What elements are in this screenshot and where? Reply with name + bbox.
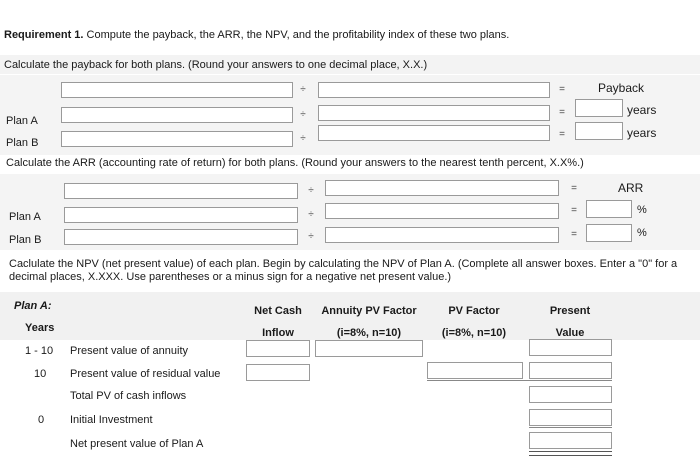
npv-plan-label: Plan A: bbox=[14, 300, 52, 312]
arr-plan-b-denominator-input[interactable] bbox=[325, 227, 559, 243]
npv-years-header: Years bbox=[25, 322, 55, 334]
npv-net-cash-header-line-1: Net Cash bbox=[254, 305, 302, 317]
npv-pv-factor-header-line-1: PV Factor bbox=[448, 305, 500, 317]
npv-row-1-present-value-input[interactable] bbox=[529, 339, 612, 356]
arr-plan-b-result-input[interactable] bbox=[586, 224, 632, 242]
npv-row-2-underline bbox=[427, 380, 612, 381]
npv-row-2-years: 10 bbox=[34, 368, 47, 380]
arr-plan-a-unit: % bbox=[637, 204, 647, 216]
npv-instruction-line-2: decimal places, X.XXX. Use parentheses or a minus sign for a negative net present value.) bbox=[9, 271, 452, 283]
arr-plan-b-divide-sign: ÷ bbox=[308, 231, 314, 242]
npv-row-1-years: 1 - 10 bbox=[25, 345, 54, 357]
npv-row-4-label: Initial Investment bbox=[70, 414, 153, 426]
arr-result-header: ARR bbox=[618, 181, 644, 195]
payback-header-divide-sign: ÷ bbox=[300, 84, 306, 95]
payback-header-denominator-input[interactable] bbox=[318, 82, 550, 98]
npv-net-cash-header-line-2: Inflow bbox=[262, 327, 294, 339]
payback-instruction: Calculate the payback for both plans. (Round your answers to one decimal place, X.X.) bbox=[4, 59, 428, 71]
npv-row-1-label: Present value of annuity bbox=[70, 345, 189, 357]
payback-plan-a-label: Plan A bbox=[6, 115, 38, 127]
payback-plan-a-numerator-input[interactable] bbox=[61, 107, 293, 123]
npv-present-value-header-line-1: Present bbox=[549, 305, 591, 317]
arr-plan-b-label: Plan B bbox=[9, 234, 42, 246]
payback-plan-b-label: Plan B bbox=[6, 137, 39, 149]
npv-total-double-underline bbox=[529, 451, 612, 456]
npv-present-value-header-line-2: Value bbox=[555, 327, 585, 339]
npv-row-4-present-value-input[interactable] bbox=[529, 409, 612, 426]
payback-plan-a-result-input[interactable] bbox=[575, 99, 623, 117]
npv-row-2-label: Present value of residual value bbox=[70, 368, 221, 380]
npv-row-3-label: Total PV of cash inflows bbox=[70, 390, 187, 402]
npv-present-value-header bbox=[530, 300, 610, 344]
payback-result-header: Payback bbox=[598, 81, 645, 95]
arr-plan-a-label: Plan A bbox=[9, 211, 41, 223]
npv-net-cash-header bbox=[246, 300, 310, 344]
payback-plan-b-denominator-input[interactable] bbox=[318, 125, 550, 141]
npv-instruction-line-1: Caclulate the NPV (net present value) of each plan. Begin by calculating the NPV of Plan A. (Complete all answer boxes. Enter a "0" for a bbox=[9, 258, 678, 270]
npv-annuity-header-line-2: (i=8%, n=10) bbox=[336, 327, 402, 339]
arr-plan-a-numerator-input[interactable] bbox=[64, 207, 298, 223]
npv-row-5-present-value-input[interactable] bbox=[529, 432, 612, 449]
npv-pv-factor-header bbox=[426, 300, 522, 344]
arr-header-numerator-input[interactable] bbox=[64, 183, 298, 199]
npv-annuity-header-line-1: Annuity PV Factor bbox=[321, 305, 417, 317]
npv-row-4-years: 0 bbox=[38, 414, 45, 426]
arr-header-denominator-input[interactable] bbox=[325, 180, 559, 196]
npv-row-5-label: Net present value of Plan A bbox=[70, 438, 204, 450]
requirement-label: Requirement 1. bbox=[4, 29, 84, 41]
arr-plan-a-result-input[interactable] bbox=[586, 200, 632, 218]
payback-header-equals-sign: = bbox=[559, 84, 565, 95]
arr-plan-a-equals-sign: = bbox=[571, 205, 577, 216]
payback-plan-a-divide-sign: ÷ bbox=[300, 109, 306, 120]
npv-pv-factor-header-line-2: (i=8%, n=10) bbox=[441, 327, 507, 339]
requirement-heading bbox=[4, 29, 509, 41]
arr-header-equals-sign: = bbox=[571, 183, 577, 194]
payback-plan-a-unit: years bbox=[627, 103, 657, 117]
arr-plan-b-unit: % bbox=[637, 227, 647, 239]
npv-row-2-pv-factor-input[interactable] bbox=[427, 362, 523, 379]
arr-header-divide-sign: ÷ bbox=[308, 185, 314, 196]
arr-instruction: Calculate the ARR (accounting rate of return) for both plans. (Round your answers to the nearest tenth percent, X.X%.) bbox=[6, 157, 584, 169]
npv-row-2-net-cash-input[interactable] bbox=[246, 364, 310, 381]
npv-row-1-net-cash-input[interactable] bbox=[246, 340, 310, 357]
payback-header-numerator-input[interactable] bbox=[61, 82, 293, 98]
npv-row-2-present-value-input[interactable] bbox=[529, 362, 612, 379]
npv-row-3-present-value-input[interactable] bbox=[529, 386, 612, 403]
arr-plan-a-divide-sign: ÷ bbox=[308, 209, 314, 220]
payback-plan-b-numerator-input[interactable] bbox=[61, 131, 293, 147]
payback-plan-a-denominator-input[interactable] bbox=[318, 105, 550, 121]
payback-plan-b-equals-sign: = bbox=[559, 129, 565, 140]
arr-plan-b-numerator-input[interactable] bbox=[64, 229, 298, 245]
arr-plan-a-denominator-input[interactable] bbox=[325, 203, 559, 219]
payback-plan-b-divide-sign: ÷ bbox=[300, 133, 306, 144]
npv-row-4-underline bbox=[529, 427, 612, 428]
payback-plan-b-result-input[interactable] bbox=[575, 122, 623, 140]
arr-plan-b-equals-sign: = bbox=[571, 229, 577, 240]
payback-plan-a-equals-sign: = bbox=[559, 107, 565, 118]
npv-row-1-annuity-factor-input[interactable] bbox=[315, 340, 423, 357]
requirement-text: Compute the payback, the ARR, the NPV, and the profitability index of these two plans. bbox=[86, 29, 510, 41]
payback-plan-b-unit: years bbox=[627, 126, 657, 140]
npv-annuity-header bbox=[315, 300, 423, 344]
